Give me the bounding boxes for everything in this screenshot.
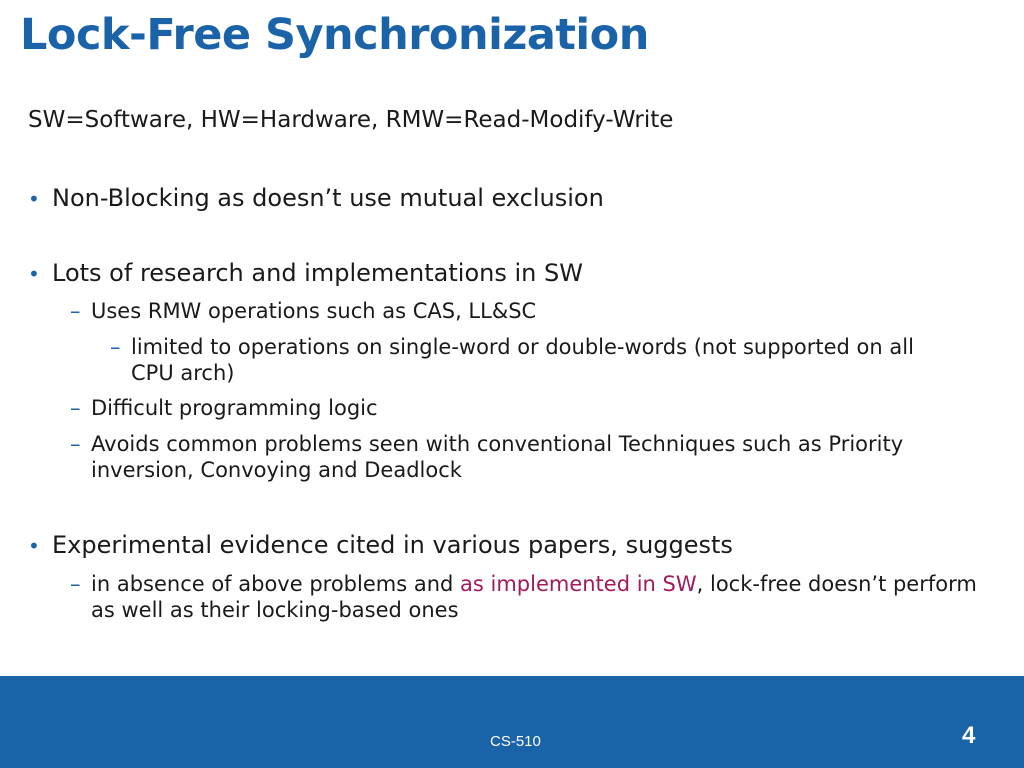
text-before: in absence of above problems and [91,572,461,596]
bullet-item [28,531,733,559]
slide-title: Lock-Free Synchronization [20,10,649,60]
text-after: , lock-free doesn’t perform as well as their locking-based ones [91,572,977,622]
abbreviations-line: SW=Software, HW=Hardware, RMW=Read-Modify-Write [28,107,674,133]
bullet-icon: • [28,187,40,211]
sub-sub-bullet-item [110,334,930,386]
bullet-text: Lots of research and implementations in SW [52,259,583,287]
sub-bullet-item [70,298,990,324]
dash-icon: – [70,396,81,420]
dash-icon: – [70,299,81,323]
bullet-icon: • [28,262,40,286]
sub-bullet-text [70,571,990,623]
bullet-item [28,259,583,287]
footer-course-label: CS-510 [490,733,541,750]
sub-bullet-text: Avoids common problems seen with conventional Techniques such as Priority inversion, Convoying and Deadlock [91,432,904,482]
sub-bullet-item [70,395,990,421]
bullet-icon: • [28,534,40,558]
footer-bar [0,676,1024,768]
sub-bullet-item [70,431,990,483]
dash-icon: – [110,335,121,359]
sub-bullet-item [70,571,990,623]
bullet-text: Non-Blocking as doesn’t use mutual exclusion [52,184,604,212]
highlighted-text: as implemented in SW [460,572,697,596]
page-number: 4 [962,722,976,749]
sub-bullet-text: Difficult programming logic [91,396,378,420]
dash-icon: – [70,572,81,596]
bullet-text: Experimental evidence cited in various papers, suggests [52,531,733,559]
sub-bullet-text: Uses RMW operations such as CAS, LL&SC [91,299,537,323]
dash-icon: – [70,432,81,456]
sub-sub-bullet-text: limited to operations on single-word or double-words (not supported on all CPU arch) [131,335,914,385]
bullet-item [28,184,604,212]
